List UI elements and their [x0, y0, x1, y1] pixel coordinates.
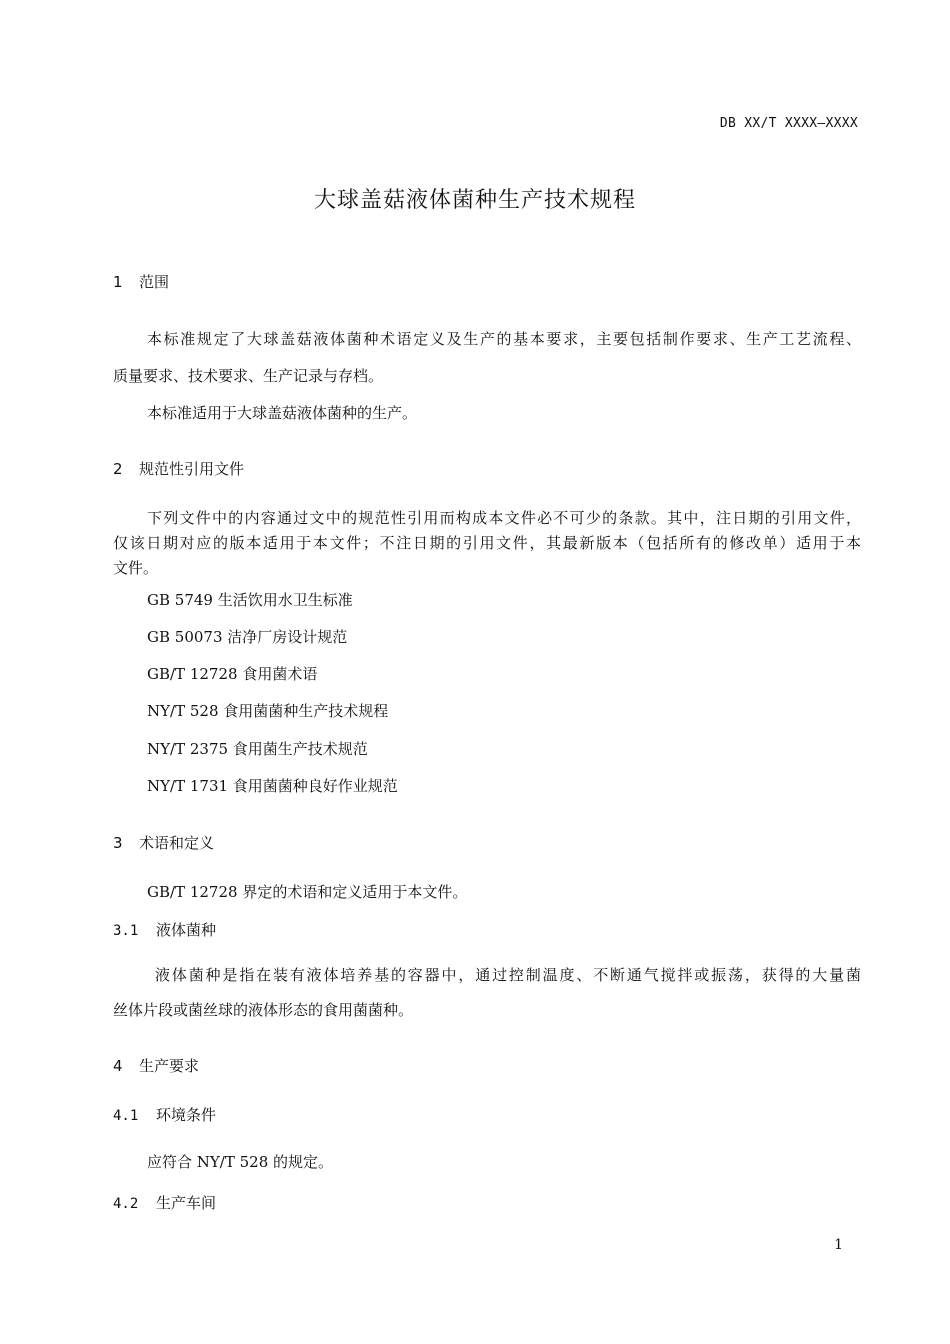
page-title: 大球盖菇液体菌种生产技术规程 — [313, 188, 636, 213]
reference-item: GB 50073 洁净厂房设计规范 — [147, 628, 348, 646]
section-number: 1 — [113, 273, 123, 291]
refs-intro-line-2: 仅该日期对应的版本适用于本文件；不注日期的引用文件，其最新版本（包括所有的修改单）适用于本 — [113, 534, 861, 552]
section-heading-terms — [113, 832, 214, 853]
reference-item: GB 5749 生活饮用水卫生标准 — [147, 591, 353, 609]
subsection-heading-environment — [113, 1104, 216, 1125]
subsection-number: 4.1 — [113, 1108, 139, 1124]
scope-paragraph-line-1: 本标准规定了大球盖菇液体菌种术语定义及生产的基本要求，主要包括制作要求、生产工艺流程、 — [147, 330, 861, 348]
section-title: 范围 — [139, 273, 170, 291]
terms-intro: GB/T 12728 界定的术语和定义适用于本文件。 — [147, 883, 468, 901]
refs-intro-line-1: 下列文件中的内容通过文中的规范性引用而构成本文件必不可少的条款。其中，注日期的引用文件， — [147, 509, 861, 527]
section-title: 规范性引用文件 — [139, 460, 245, 478]
definition-line-2: 丝体片段或菌丝球的液体形态的食用菌菌种。 — [113, 1001, 414, 1019]
document-code: DB XX/T XXXX—XXXX — [719, 116, 858, 131]
subsection-heading-workshop — [113, 1192, 216, 1213]
reference-item: NY/T 2375 食用菌生产技术规范 — [147, 740, 368, 758]
section-heading-scope — [113, 271, 169, 292]
refs-intro-line-3: 文件。 — [113, 559, 159, 577]
section-title: 术语和定义 — [139, 834, 215, 852]
reference-item: GB/T 12728 食用菌术语 — [147, 665, 318, 683]
reference-item: NY/T 1731 食用菌菌种良好作业规范 — [147, 777, 398, 795]
section-title: 生产要求 — [139, 1057, 200, 1075]
section-number: 2 — [113, 460, 123, 478]
section-heading-production — [113, 1055, 199, 1076]
subsection-number: 4.2 — [113, 1196, 139, 1212]
reference-item: NY/T 528 食用菌菌种生产技术规程 — [147, 702, 389, 720]
section-number: 4 — [113, 1057, 123, 1075]
page-number: 1 — [834, 1237, 843, 1253]
subsection-heading-liquid-spawn — [113, 919, 216, 940]
subsection-title: 生产车间 — [156, 1194, 217, 1212]
scope-applicability: 本标准适用于大球盖菇液体菌种的生产。 — [147, 404, 418, 422]
environment-requirement: 应符合 NY/T 528 的规定。 — [147, 1153, 334, 1171]
subsection-title: 液体菌种 — [156, 921, 217, 939]
section-number: 3 — [113, 834, 123, 852]
subsection-number: 3.1 — [113, 923, 139, 939]
section-heading-normative-references — [113, 458, 244, 479]
subsection-title: 环境条件 — [156, 1106, 217, 1124]
definition-line-1: 液体菌种是指在装有液体培养基的容器中，通过控制温度、不断通气搅拌或振荡，获得的大量菌 — [155, 966, 861, 984]
scope-paragraph-line-2: 质量要求、技术要求、生产记录与存档。 — [113, 367, 384, 385]
